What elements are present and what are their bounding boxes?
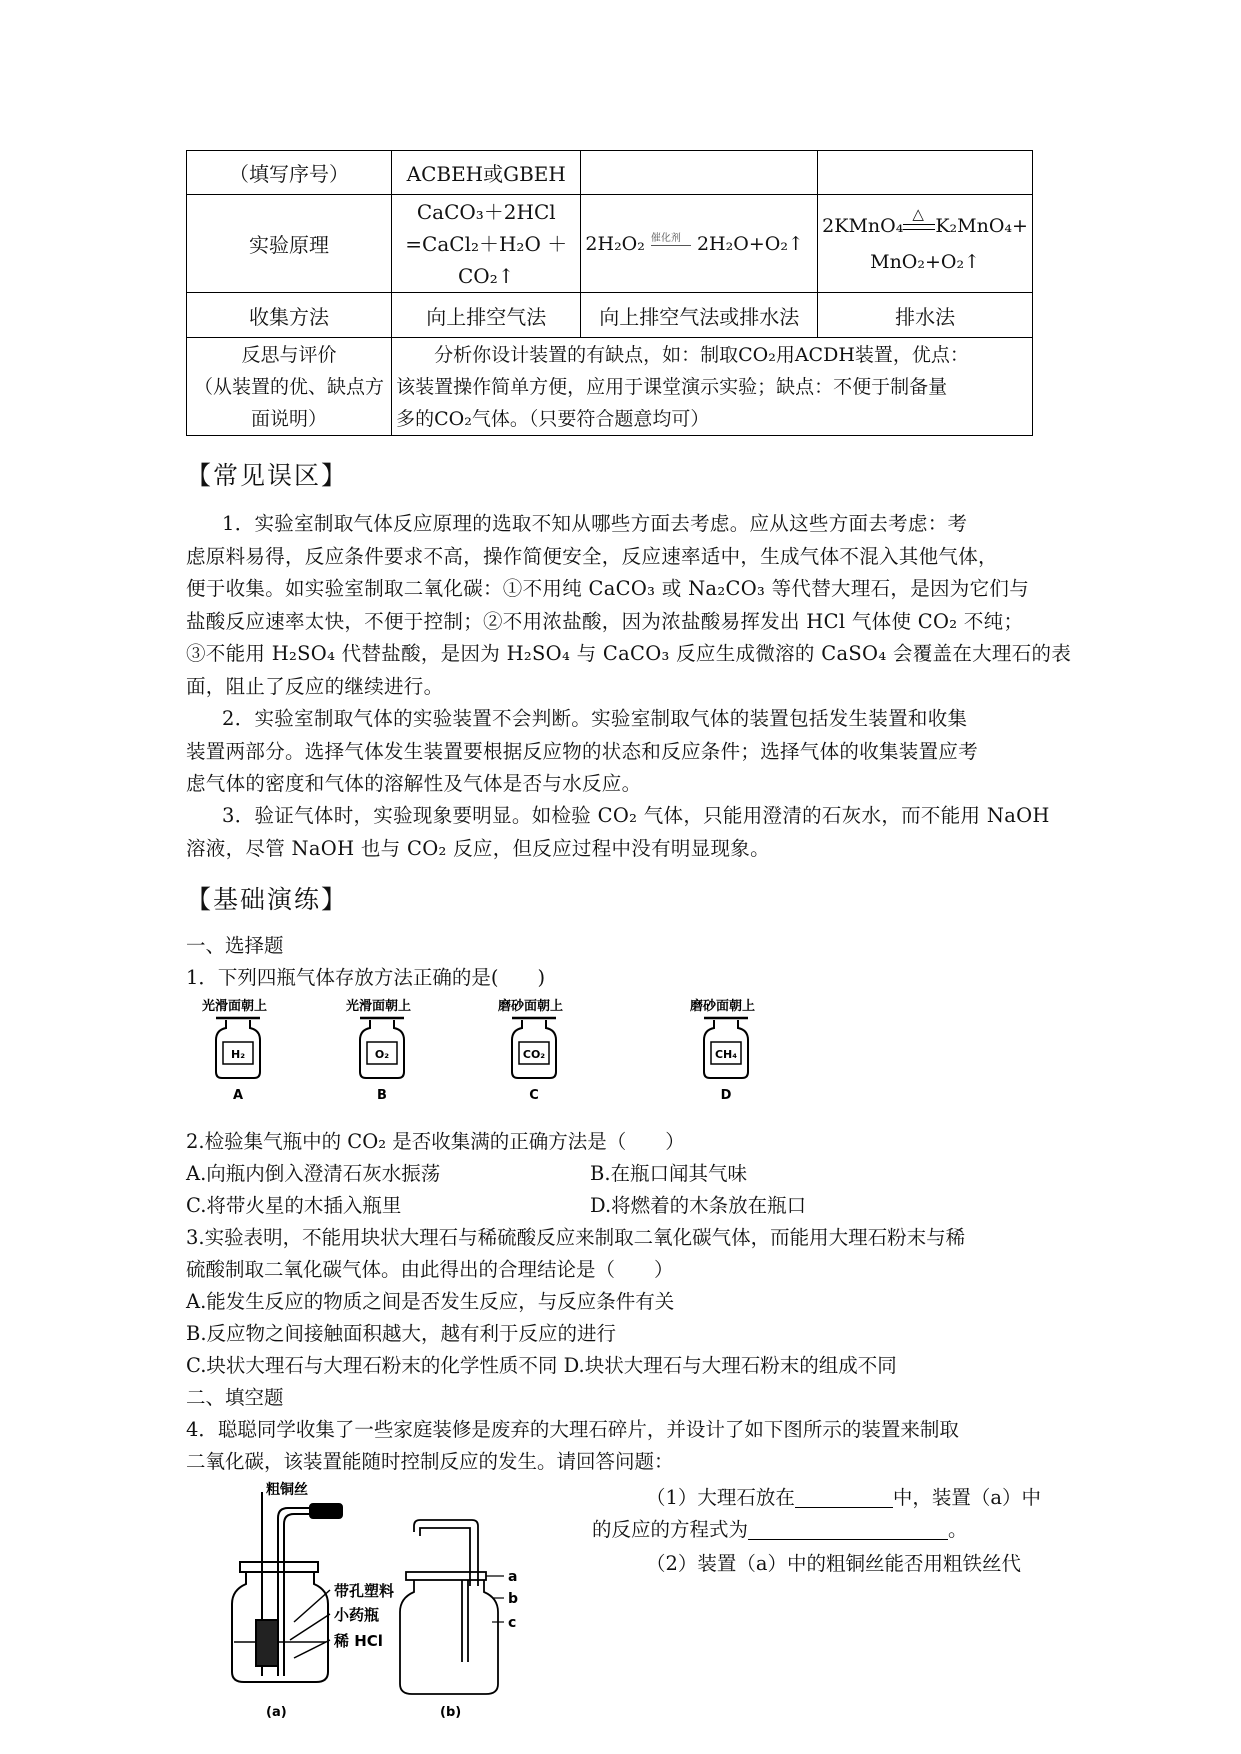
fig-label-a: a — [508, 1569, 518, 1585]
option-letter: A — [232, 1088, 244, 1103]
apparatus-figure — [230, 1480, 570, 1744]
paragraph-line: 盐酸反应速率太快，不便于控制；②不用浓盐酸，因为浓盐酸易挥发出 HCl 气体使 CO₂ 不纯； — [186, 609, 1024, 633]
fig-label-b: b — [508, 1591, 519, 1607]
bottle-body-a — [232, 1572, 328, 1682]
option-letter: D — [720, 1088, 732, 1103]
section-heading-practice: 【基础演练】 — [186, 885, 349, 914]
section-choice: 一、选择题 — [186, 934, 284, 957]
question-4-line2: 二氧化碳，该装置能随时控制反应的发生。请回答问题： — [186, 1450, 674, 1473]
q3-option-cd: C.块状大理石与大理石粉末的化学性质不同 D.块状大理石与大理石粉末的组成不同 — [186, 1354, 897, 1377]
misconception-paragraph-2 — [186, 703, 1066, 801]
delivery-tube — [278, 1508, 310, 1676]
q4-part1-line2 — [592, 1514, 968, 1542]
q2-option-c: C.将带火星的木插入瓶里 — [186, 1194, 402, 1217]
paragraph-line: 面，阻止了反应的继续进行。 — [186, 674, 444, 698]
apparatus-b — [400, 1520, 504, 1694]
apparatus-a — [232, 1492, 342, 1682]
table-row — [187, 151, 1033, 195]
row-label: 收集方法 — [187, 293, 392, 338]
gas-bottle — [346, 998, 411, 1103]
q3-option-a: A.能发生反应的物质之间是否发生反应，与反应条件有关 — [186, 1290, 675, 1313]
misconception-paragraph-3 — [186, 800, 1066, 865]
label-line: 反思与评价 — [241, 343, 337, 366]
q2-option-b: B.在瓶口闻其气味 — [590, 1162, 748, 1185]
paragraph-line: 2．实验室制取气体的实验装置不会判断。实验室制取气体的装置包括发生装置和收集 — [222, 707, 968, 730]
experiment-table — [186, 150, 1033, 436]
gas-bottle — [202, 998, 267, 1103]
table-row — [187, 195, 1033, 293]
gas-bottle — [690, 998, 755, 1103]
fig-label-vial-2: 小药瓶 — [334, 1606, 380, 1624]
question-1: 1．下列四瓶气体存放方法正确的是( ) — [186, 966, 546, 989]
q4-part1-text-d: 。 — [948, 1518, 968, 1541]
table-row — [187, 293, 1033, 338]
answer-blank-2[interactable] — [748, 1517, 948, 1540]
table-cell: 排水法 — [818, 293, 1033, 338]
catalyst-arrow — [650, 232, 691, 255]
q2-option-d: D.将燃着的木条放在瓶口 — [590, 1194, 807, 1217]
answer-blank-1[interactable] — [795, 1485, 893, 1508]
equation-line: CaCO₃＋2HCl — [416, 199, 556, 224]
paragraph-line: 溶液，尽管 NaOH 也与 CO₂ 反应，但反应过程中没有明显现象。 — [186, 836, 770, 860]
q3-option-b: B.反应物之间接触面积越大，越有利于反应的进行 — [186, 1322, 617, 1345]
label-line: 面说明） — [251, 407, 328, 430]
equation-left: 2KMnO₄ — [822, 214, 904, 237]
q4-part2-line1: （2）装置（a）中的粗铜丝能否用粗铁丝代 — [646, 1552, 1022, 1575]
paragraph-line: 虑气体的密度和气体的溶解性及气体是否与水反应。 — [186, 772, 642, 795]
table-cell: ACBEH或GBEH — [392, 151, 581, 195]
table-cell — [818, 151, 1033, 195]
tube-a — [414, 1520, 478, 1586]
paragraph-line: ③不能用 H₂SO₄ 代替盐酸，是因为 H₂SO₄ 与 CaCO₃ 反应生成微溶的 CaSO₄ 会覆盖在大理石的表 — [186, 642, 1072, 665]
heat-equals — [903, 204, 935, 234]
option-letter: B — [377, 1088, 387, 1103]
bottle-top-label: 光滑面朝上 — [346, 999, 412, 1014]
equation-line: =CaCl₂＋H₂O ＋ — [405, 231, 568, 256]
bottle-top-label: 磨砂面朝上 — [498, 999, 564, 1014]
fig-label-c: c — [508, 1615, 517, 1631]
fig-label-wire: 粗铜丝 — [266, 1482, 308, 1498]
catalyst-label: 催化剂 — [650, 232, 681, 244]
section-fill: 二、填空题 — [186, 1386, 284, 1409]
fig-label-vial-1: 带孔塑料 — [334, 1582, 395, 1600]
bottle-top-label: 光滑面朝上 — [202, 999, 268, 1014]
gas-bottle — [498, 998, 563, 1103]
q2-option-a: A.向瓶内倒入澄清石灰水振荡 — [186, 1162, 441, 1185]
question-3-line1: 3.实验表明，不能用块状大理石与稀硫酸反应来制取二氧化碳气体，而能用大理石粉末与稀 — [186, 1226, 966, 1249]
gas-formula: CH₄ — [714, 1048, 738, 1061]
q4-part1-text-b: 中，装置（a）中 — [892, 1486, 1042, 1509]
evaluation-line: 分析你设计装置的有缺点，如：制取CO₂用ACDH装置，优点： — [434, 343, 969, 366]
fig-label-acid: 稀 HCl — [334, 1632, 383, 1650]
gas-bottles-figure — [186, 996, 836, 1104]
equation-left: 2H₂O₂ — [585, 232, 645, 255]
fig-caption-b: (b) — [440, 1705, 462, 1720]
table-cell: 向上排空气法或排水法 — [581, 293, 818, 338]
label-line: （从装置的优、缺点方 — [194, 375, 385, 398]
q4-part1-text-a: （1）大理石放在 — [646, 1486, 795, 1509]
option-letter: C — [529, 1088, 539, 1103]
misconception-paragraph-1 — [186, 508, 1072, 703]
tube-connector — [310, 1504, 342, 1518]
equation-right: 2H₂O+O₂↑ — [696, 232, 804, 255]
equation-line: CO₂↑ — [458, 263, 515, 288]
evaluation-line: 多的CO₂气体。（只要符合题意均可） — [396, 407, 710, 430]
equation-cell — [392, 195, 581, 293]
question-3-line2: 硫酸制取二氧化碳气体。由此得出的合理结论是（ ） — [186, 1258, 674, 1281]
equation-line: MnO₂+O₂↑ — [870, 250, 981, 273]
paragraph-line: 虑原料易得，反应条件要求不高，操作简便安全，反应速率适中，生成气体不混入其他气体， — [186, 544, 998, 568]
question-4-line1: 4．聪聪同学收集了一些家庭装修是废弃的大理石碎片，并设计了如下图所示的装置来制取 — [186, 1418, 959, 1441]
row-label: （填写序号） — [187, 151, 392, 195]
equation-cell — [581, 195, 818, 293]
equation-cell — [818, 195, 1033, 293]
section-heading-misconceptions: 【常见误区】 — [186, 461, 349, 490]
evaluation-cell — [392, 338, 1033, 436]
gas-formula: H₂ — [230, 1048, 246, 1061]
fig-caption-a: (a) — [266, 1705, 287, 1720]
gas-formula: CO₂ — [522, 1048, 546, 1061]
table-cell: 向上排空气法 — [392, 293, 581, 338]
row-label: 实验原理 — [187, 195, 392, 293]
question-2: 2.检验集气瓶中的 CO₂ 是否收集满的正确方法是（ ） — [186, 1130, 685, 1153]
table-row — [187, 338, 1033, 436]
evaluation-line: 该装置操作简单方便，应用于课堂演示实验；缺点：不便于制备量 — [396, 375, 948, 398]
paragraph-line: 便于收集。如实验室制取二氧化碳：①不用纯 CaCO₃ 或 Na₂CO₃ 等代替大理石，是因为它们与 — [186, 577, 1029, 600]
q4-part1-line1 — [646, 1482, 1041, 1510]
equation-right: K₂MnO₄+ — [935, 214, 1028, 237]
small-vial — [256, 1620, 278, 1666]
bottle-body-b — [400, 1580, 498, 1694]
table-cell — [581, 151, 818, 195]
row-label — [187, 338, 392, 436]
paragraph-line: 3．验证气体时，实验现象要明显。如检验 CO₂ 气体，只能用澄清的石灰水，而不能用 NaOH — [222, 804, 1050, 827]
bottle-top-label: 磨砂面朝上 — [690, 999, 756, 1014]
paragraph-line: 1．实验室制取气体反应原理的选取不知从哪些方面去考虑。应从这些方面去考虑：考 — [222, 512, 968, 535]
q4-part1-text-c: 的反应的方程式为 — [592, 1518, 749, 1541]
heat-symbol: △ — [912, 204, 924, 223]
stopper-b — [406, 1572, 486, 1580]
paragraph-line: 装置两部分。选择气体发生装置要根据反应物的状态和反应条件；选择气体的收集装置应考 — [186, 739, 979, 763]
gas-formula: O₂ — [374, 1048, 390, 1061]
